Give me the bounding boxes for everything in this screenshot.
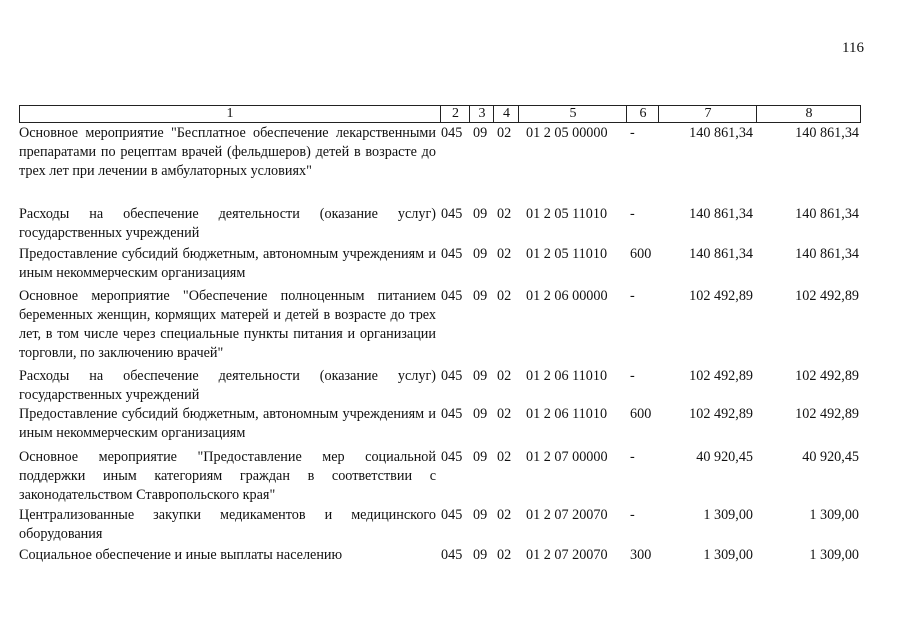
row-subsection-code: 02 (497, 406, 512, 422)
row-amount-2: 40 920,45 (802, 449, 859, 465)
row-description: Основное мероприятие "Обеспечение полноценным питанием беременных женщин, кормящих матерей и детей в возрасте до трех лет, в том числе через специальные пункты питания и организации торговли, по заключению врачей" (19, 288, 436, 361)
row-section-code: 09 (473, 246, 488, 262)
row-ministry-code: 045 (441, 547, 463, 563)
row-amount-1: 102 492,89 (689, 368, 753, 384)
header-col-2: 2 (440, 106, 470, 122)
row-amount-2: 1 309,00 (809, 507, 859, 523)
row-subsection-code: 02 (497, 206, 512, 222)
row-subsection-code: 02 (497, 246, 512, 262)
row-target-article: 01 2 06 11010 (526, 406, 608, 422)
row-ministry-code: 045 (441, 125, 463, 141)
row-amount-2: 1 309,00 (809, 547, 859, 563)
row-expense-type: 300 (630, 547, 652, 563)
row-amount-1: 102 492,89 (689, 288, 753, 304)
row-expense-type: - (630, 368, 635, 384)
row-description: Расходы на обеспечение деятельности (оказание услуг) государственных учреждений (19, 206, 436, 241)
row-subsection-code: 02 (497, 288, 512, 304)
row-amount-2: 102 492,89 (795, 368, 859, 384)
row-description: Предоставление субсидий бюджетным, автономным учреждениям и иным некоммерческим организациям (19, 246, 436, 281)
row-subsection-code: 02 (497, 449, 512, 465)
row-target-article: 01 2 05 00000 (526, 125, 608, 141)
row-subsection-code: 02 (497, 507, 512, 523)
row-description: Расходы на обеспечение деятельности (оказание услуг) государственных учреждений (19, 368, 436, 403)
row-expense-type: - (630, 125, 635, 141)
row-amount-1: 140 861,34 (689, 206, 753, 222)
header-col-4: 4 (493, 106, 519, 122)
header-col-6: 6 (626, 106, 659, 122)
row-amount-2: 102 492,89 (795, 288, 859, 304)
row-description: Предоставление субсидий бюджетным, автономным учреждениям и иным некоммерческим организациям (19, 406, 436, 441)
row-expense-type: - (630, 206, 635, 222)
row-section-code: 09 (473, 125, 488, 141)
row-section-code: 09 (473, 547, 488, 563)
row-description: Основное мероприятие "Предоставление мер социальной поддержки иным категориям граждан в соответствии с законодательством Ставропольского края" (19, 449, 436, 503)
row-amount-1: 140 861,34 (689, 125, 753, 141)
row-amount-1: 40 920,45 (696, 449, 753, 465)
table-header (19, 105, 861, 123)
header-col-7: 7 (658, 106, 757, 122)
row-target-article: 01 2 07 20070 (526, 507, 608, 523)
row-ministry-code: 045 (441, 206, 463, 222)
page-number: 116 (842, 40, 864, 56)
row-expense-type: 600 (630, 406, 652, 422)
row-target-article: 01 2 07 00000 (526, 449, 608, 465)
row-ministry-code: 045 (441, 368, 463, 384)
row-section-code: 09 (473, 449, 488, 465)
row-amount-1: 102 492,89 (689, 406, 753, 422)
row-ministry-code: 045 (441, 449, 463, 465)
row-description: Социальное обеспечение и иные выплаты населению (19, 547, 343, 563)
row-expense-type: 600 (630, 246, 652, 262)
row-target-article: 01 2 06 00000 (526, 288, 608, 304)
row-section-code: 09 (473, 288, 488, 304)
row-expense-type: - (630, 449, 635, 465)
row-amount-1: 140 861,34 (689, 246, 753, 262)
header-col-8: 8 (756, 106, 861, 122)
row-amount-1: 1 309,00 (703, 507, 753, 523)
row-ministry-code: 045 (441, 288, 463, 304)
row-ministry-code: 045 (441, 507, 463, 523)
row-section-code: 09 (473, 206, 488, 222)
row-expense-type: - (630, 507, 635, 523)
header-col-1: 1 (226, 106, 234, 121)
row-description: Централизованные закупки медикаментов и медицинского оборудования (19, 507, 436, 542)
row-target-article: 01 2 07 20070 (526, 547, 608, 563)
row-amount-2: 140 861,34 (795, 246, 859, 262)
row-target-article: 01 2 06 11010 (526, 368, 608, 384)
row-amount-1: 1 309,00 (703, 547, 753, 563)
row-section-code: 09 (473, 406, 488, 422)
row-expense-type: - (630, 288, 635, 304)
row-target-article: 01 2 05 11010 (526, 246, 608, 262)
row-amount-2: 140 861,34 (795, 125, 859, 141)
row-subsection-code: 02 (497, 125, 512, 141)
row-subsection-code: 02 (497, 547, 512, 563)
header-col-3: 3 (469, 106, 494, 122)
row-ministry-code: 045 (441, 246, 463, 262)
row-ministry-code: 045 (441, 406, 463, 422)
row-amount-2: 140 861,34 (795, 206, 859, 222)
row-section-code: 09 (473, 368, 488, 384)
row-section-code: 09 (473, 507, 488, 523)
row-description: Основное мероприятие "Бесплатное обеспечение лекарственными препаратами по рецептам врачей (фельдшеров) детей в возрасте до трех лет при лечении в амбулаторных условиях" (19, 125, 436, 179)
row-target-article: 01 2 05 11010 (526, 206, 608, 222)
header-col-5: 5 (518, 106, 627, 122)
row-amount-2: 102 492,89 (795, 406, 859, 422)
row-subsection-code: 02 (497, 368, 512, 384)
